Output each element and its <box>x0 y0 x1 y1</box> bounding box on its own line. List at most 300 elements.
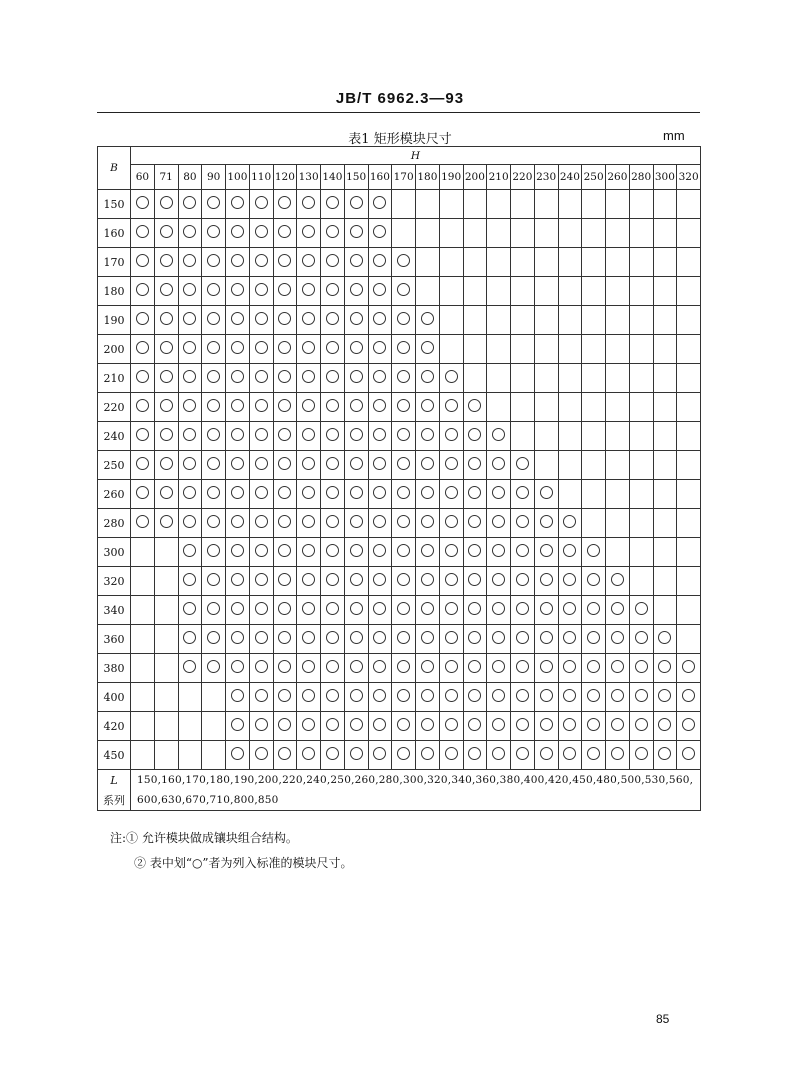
standard-size-cell <box>534 596 558 625</box>
standard-size-cell <box>368 741 392 770</box>
circle-mark-icon <box>468 544 481 557</box>
standard-size-cell <box>202 596 226 625</box>
circle-mark-icon <box>207 428 220 441</box>
circle-mark-icon <box>397 689 410 702</box>
standard-size-cell <box>178 509 202 538</box>
b-value-cell: 170 <box>98 248 131 277</box>
standard-size-cell <box>273 364 297 393</box>
circle-mark-icon <box>421 631 434 644</box>
circle-mark-icon <box>183 631 196 644</box>
circle-mark-icon <box>492 544 505 557</box>
standard-size-cell <box>321 422 345 451</box>
circle-mark-icon <box>468 399 481 412</box>
circle-mark-icon <box>492 631 505 644</box>
standard-size-cell <box>154 393 178 422</box>
circle-mark-icon <box>445 689 458 702</box>
circle-mark-icon <box>278 370 291 383</box>
standard-size-cell <box>226 451 250 480</box>
standard-size-cell <box>368 219 392 248</box>
circle-mark-icon <box>183 544 196 557</box>
empty-cell <box>487 277 511 306</box>
b-value-cell: 160 <box>98 219 131 248</box>
table-row <box>98 538 701 567</box>
standard-size-cell <box>226 741 250 770</box>
circle-mark-icon <box>350 515 363 528</box>
standard-size-cell <box>297 393 321 422</box>
standard-size-cell <box>202 248 226 277</box>
standard-size-cell <box>226 364 250 393</box>
circle-mark-icon <box>231 602 244 615</box>
circle-mark-icon <box>136 428 149 441</box>
standard-size-cell <box>629 712 653 741</box>
circle-mark-icon <box>421 515 434 528</box>
header-rule <box>97 112 700 113</box>
empty-cell <box>582 393 606 422</box>
circle-mark-icon <box>468 486 481 499</box>
standard-size-cell <box>321 306 345 335</box>
circle-mark-icon <box>160 341 173 354</box>
standard-size-cell <box>249 567 273 596</box>
h-value-header: 160 <box>368 165 392 190</box>
standard-size-cell <box>416 335 440 364</box>
circle-mark-icon <box>136 457 149 470</box>
circle-mark-icon <box>136 486 149 499</box>
circle-mark-icon <box>302 718 315 731</box>
h-value-header: 190 <box>439 165 463 190</box>
rect-block-size-table <box>97 146 701 811</box>
empty-cell <box>131 654 155 683</box>
standard-size-cell <box>653 625 677 654</box>
empty-cell <box>629 190 653 219</box>
circle-mark-icon <box>255 196 268 209</box>
circle-mark-icon <box>421 457 434 470</box>
standard-size-cell <box>249 277 273 306</box>
h-value-header: 71 <box>154 165 178 190</box>
standard-size-cell <box>463 422 487 451</box>
standard-size-cell <box>653 741 677 770</box>
empty-cell <box>534 306 558 335</box>
circle-mark-icon <box>563 747 576 760</box>
standard-size-cell <box>249 654 273 683</box>
standard-size-cell <box>249 596 273 625</box>
table-row <box>98 683 701 712</box>
circle-mark-icon <box>302 399 315 412</box>
table-row <box>98 335 701 364</box>
standard-size-cell <box>131 480 155 509</box>
circle-mark-icon <box>492 457 505 470</box>
b-value-cell: 220 <box>98 393 131 422</box>
l-label: L <box>98 770 131 791</box>
h-value-header: 80 <box>178 165 202 190</box>
standard-size-cell <box>392 393 416 422</box>
circle-mark-icon <box>658 747 671 760</box>
empty-cell <box>558 190 582 219</box>
circle-mark-icon <box>373 689 386 702</box>
empty-cell <box>677 277 701 306</box>
circle-mark-icon <box>302 428 315 441</box>
circle-mark-icon <box>160 225 173 238</box>
empty-cell <box>463 277 487 306</box>
circle-mark-icon <box>445 457 458 470</box>
circle-mark-icon <box>635 718 648 731</box>
empty-cell <box>582 364 606 393</box>
empty-cell <box>629 364 653 393</box>
circle-mark-icon <box>278 631 291 644</box>
standard-size-cell <box>558 625 582 654</box>
circle-mark-icon <box>326 747 339 760</box>
circle-mark-icon <box>373 660 386 673</box>
standard-size-cell <box>439 683 463 712</box>
circle-mark-icon <box>207 283 220 296</box>
standard-size-cell <box>439 712 463 741</box>
empty-cell <box>511 393 535 422</box>
circle-mark-icon <box>682 747 695 760</box>
empty-cell <box>582 248 606 277</box>
standard-size-cell <box>344 190 368 219</box>
standard-size-cell <box>202 509 226 538</box>
standard-size-cell <box>178 393 202 422</box>
standard-size-cell <box>249 219 273 248</box>
standard-size-cell <box>582 625 606 654</box>
empty-cell <box>606 335 630 364</box>
circle-mark-icon <box>397 457 410 470</box>
standard-size-cell <box>131 277 155 306</box>
standard-size-cell <box>582 741 606 770</box>
empty-cell <box>439 306 463 335</box>
standard-size-cell <box>154 277 178 306</box>
circle-mark-icon <box>350 573 363 586</box>
standard-size-cell <box>439 451 463 480</box>
circle-mark-icon <box>445 515 458 528</box>
empty-cell <box>416 277 440 306</box>
empty-cell <box>677 306 701 335</box>
standard-size-cell <box>321 741 345 770</box>
circle-mark-icon <box>611 660 624 673</box>
standard-size-cell <box>297 596 321 625</box>
standard-size-cell <box>368 625 392 654</box>
circle-mark-icon <box>231 515 244 528</box>
standard-size-cell <box>416 364 440 393</box>
standard-size-cell <box>131 335 155 364</box>
standard-size-cell <box>226 654 250 683</box>
circle-mark-icon <box>136 225 149 238</box>
standard-size-cell <box>297 683 321 712</box>
empty-cell <box>131 741 155 770</box>
circle-mark-icon <box>183 457 196 470</box>
standard-size-cell <box>178 538 202 567</box>
standard-size-cell <box>273 248 297 277</box>
standard-size-cell <box>629 683 653 712</box>
h-value-header: 140 <box>321 165 345 190</box>
circle-mark-icon <box>421 602 434 615</box>
circle-mark-icon <box>611 573 624 586</box>
empty-cell <box>463 248 487 277</box>
standard-size-cell <box>534 538 558 567</box>
standard-size-cell <box>178 364 202 393</box>
empty-cell <box>154 683 178 712</box>
circle-mark-icon <box>421 399 434 412</box>
table-row <box>98 364 701 393</box>
circle-mark-icon <box>255 747 268 760</box>
circle-mark-icon <box>421 341 434 354</box>
empty-cell <box>534 335 558 364</box>
empty-cell <box>463 190 487 219</box>
standard-size-cell <box>511 538 535 567</box>
standard-size-cell <box>273 480 297 509</box>
table-row <box>98 451 701 480</box>
circle-mark-icon <box>611 689 624 702</box>
standard-size-cell <box>273 422 297 451</box>
standard-size-cell <box>463 567 487 596</box>
standard-size-cell <box>226 480 250 509</box>
standard-size-cell <box>439 393 463 422</box>
circle-mark-icon <box>326 602 339 615</box>
standard-size-cell <box>154 509 178 538</box>
empty-cell <box>606 248 630 277</box>
circle-mark-icon <box>160 486 173 499</box>
empty-cell <box>178 683 202 712</box>
empty-cell <box>629 248 653 277</box>
standard-size-cell <box>297 538 321 567</box>
circle-mark-icon <box>160 515 173 528</box>
empty-cell <box>558 480 582 509</box>
standard-size-cell <box>463 480 487 509</box>
standard-size-cell <box>629 654 653 683</box>
empty-cell <box>131 712 155 741</box>
standard-size-cell <box>368 393 392 422</box>
standard-size-cell <box>416 683 440 712</box>
circle-mark-icon <box>183 312 196 325</box>
empty-cell <box>558 219 582 248</box>
h-value-header: 250 <box>582 165 606 190</box>
circle-mark-icon <box>587 747 600 760</box>
standard-size-cell <box>344 422 368 451</box>
circle-mark-icon <box>207 225 220 238</box>
standard-size-cell <box>202 538 226 567</box>
standard-size-cell <box>511 712 535 741</box>
circle-mark-icon <box>255 225 268 238</box>
standard-size-cell <box>582 538 606 567</box>
empty-cell <box>653 596 677 625</box>
b-value-cell: 420 <box>98 712 131 741</box>
standard-size-cell <box>321 393 345 422</box>
standard-size-cell <box>344 625 368 654</box>
table-row <box>98 190 701 219</box>
circle-mark-icon <box>540 718 553 731</box>
circle-mark-icon <box>231 544 244 557</box>
standard-size-cell <box>368 306 392 335</box>
circle-mark-icon <box>445 428 458 441</box>
empty-cell <box>582 190 606 219</box>
standard-size-cell <box>226 219 250 248</box>
empty-cell <box>392 190 416 219</box>
empty-cell <box>653 219 677 248</box>
circle-mark-icon <box>492 718 505 731</box>
circle-mark-icon <box>516 573 529 586</box>
circle-mark-icon <box>563 544 576 557</box>
standard-size-cell <box>297 480 321 509</box>
circle-mark-icon <box>255 457 268 470</box>
circle-mark-icon <box>468 515 481 528</box>
standard-size-cell <box>273 538 297 567</box>
circle-mark-icon <box>421 718 434 731</box>
standard-size-cell <box>463 451 487 480</box>
empty-cell <box>463 306 487 335</box>
circle-mark-icon <box>231 283 244 296</box>
standard-size-cell <box>297 712 321 741</box>
circle-mark-icon <box>326 399 339 412</box>
empty-cell <box>154 538 178 567</box>
circle-mark-icon <box>278 660 291 673</box>
empty-cell <box>558 335 582 364</box>
empty-cell <box>629 451 653 480</box>
empty-cell <box>392 219 416 248</box>
h-value-header: 120 <box>273 165 297 190</box>
standard-size-cell <box>202 422 226 451</box>
circle-mark-icon <box>231 312 244 325</box>
standard-size-cell <box>511 625 535 654</box>
circle-mark-icon <box>136 196 149 209</box>
circle-mark-icon <box>421 544 434 557</box>
circle-mark-icon <box>611 631 624 644</box>
empty-cell <box>487 219 511 248</box>
circle-mark-icon <box>540 602 553 615</box>
standard-size-cell <box>202 335 226 364</box>
standard-size-cell <box>511 509 535 538</box>
standard-size-cell <box>487 422 511 451</box>
standard-size-cell <box>463 741 487 770</box>
standard-size-cell <box>534 567 558 596</box>
standard-size-cell <box>273 625 297 654</box>
circle-mark-icon <box>231 718 244 731</box>
empty-cell <box>178 712 202 741</box>
empty-cell <box>558 393 582 422</box>
circle-mark-icon <box>278 283 291 296</box>
standard-size-cell <box>154 480 178 509</box>
standard-size-cell <box>487 509 511 538</box>
circle-mark-icon <box>255 602 268 615</box>
standard-size-cell <box>439 596 463 625</box>
circle-mark-icon <box>302 457 315 470</box>
empty-cell <box>582 306 606 335</box>
standard-size-cell <box>321 451 345 480</box>
empty-cell <box>677 335 701 364</box>
empty-cell <box>534 277 558 306</box>
circle-mark-icon <box>278 312 291 325</box>
circle-mark-icon <box>421 428 434 441</box>
table-row <box>98 480 701 509</box>
circle-mark-icon <box>160 457 173 470</box>
standard-size-cell <box>321 480 345 509</box>
standard-size-cell <box>439 567 463 596</box>
standard-size-cell <box>392 335 416 364</box>
empty-cell <box>677 509 701 538</box>
circle-mark-icon <box>587 573 600 586</box>
circle-mark-icon <box>326 515 339 528</box>
empty-cell <box>606 219 630 248</box>
standard-size-cell <box>487 567 511 596</box>
standard-size-cell <box>273 451 297 480</box>
standard-size-cell <box>416 567 440 596</box>
standard-size-cell <box>297 625 321 654</box>
circle-mark-icon <box>563 631 576 644</box>
circle-mark-icon <box>492 660 505 673</box>
circle-mark-icon <box>445 544 458 557</box>
empty-cell <box>677 451 701 480</box>
standard-size-cell <box>511 741 535 770</box>
circle-mark-icon <box>397 254 410 267</box>
standard-size-cell <box>416 654 440 683</box>
circle-mark-icon <box>326 660 339 673</box>
circle-mark-icon <box>516 718 529 731</box>
circle-mark-icon <box>207 196 220 209</box>
standard-size-cell <box>344 654 368 683</box>
standard-size-cell <box>154 219 178 248</box>
standard-size-cell <box>321 277 345 306</box>
standard-size-cell <box>131 364 155 393</box>
circle-mark-icon <box>160 254 173 267</box>
circle-mark-icon <box>302 486 315 499</box>
b-value-cell: 180 <box>98 277 131 306</box>
empty-cell <box>131 625 155 654</box>
standard-size-cell <box>368 480 392 509</box>
b-value-cell: 190 <box>98 306 131 335</box>
empty-cell <box>131 567 155 596</box>
circle-mark-icon <box>468 428 481 441</box>
empty-cell <box>534 248 558 277</box>
standard-size-cell <box>368 422 392 451</box>
circle-mark-icon <box>231 573 244 586</box>
standard-size-cell <box>344 712 368 741</box>
circle-mark-icon <box>635 602 648 615</box>
circle-mark-icon <box>231 486 244 499</box>
standard-size-cell <box>439 509 463 538</box>
standard-size-cell <box>249 306 273 335</box>
circle-mark-icon <box>397 399 410 412</box>
standard-size-cell <box>558 683 582 712</box>
empty-cell <box>606 306 630 335</box>
standard-size-cell <box>178 480 202 509</box>
circle-mark-icon <box>302 544 315 557</box>
standard-size-cell <box>463 625 487 654</box>
table-row <box>98 422 701 451</box>
circle-mark-icon <box>136 283 149 296</box>
empty-cell <box>511 422 535 451</box>
circle-mark-icon <box>326 196 339 209</box>
page-number: 85 <box>656 1012 670 1026</box>
empty-cell <box>677 393 701 422</box>
circle-mark-icon <box>231 399 244 412</box>
standard-size-cell <box>321 190 345 219</box>
circle-mark-icon <box>492 515 505 528</box>
circle-mark-icon <box>136 515 149 528</box>
empty-cell <box>154 741 178 770</box>
empty-cell <box>629 538 653 567</box>
standard-size-cell <box>463 654 487 683</box>
standard-size-cell <box>202 277 226 306</box>
standard-size-cell <box>487 683 511 712</box>
circle-mark-icon <box>160 196 173 209</box>
standard-size-cell <box>392 451 416 480</box>
standard-size-cell <box>178 335 202 364</box>
circle-mark-icon <box>302 631 315 644</box>
circle-mark-icon <box>207 631 220 644</box>
empty-cell <box>558 364 582 393</box>
standard-size-cell <box>511 596 535 625</box>
circle-mark-icon <box>231 370 244 383</box>
standard-size-cell <box>297 509 321 538</box>
empty-cell <box>653 364 677 393</box>
